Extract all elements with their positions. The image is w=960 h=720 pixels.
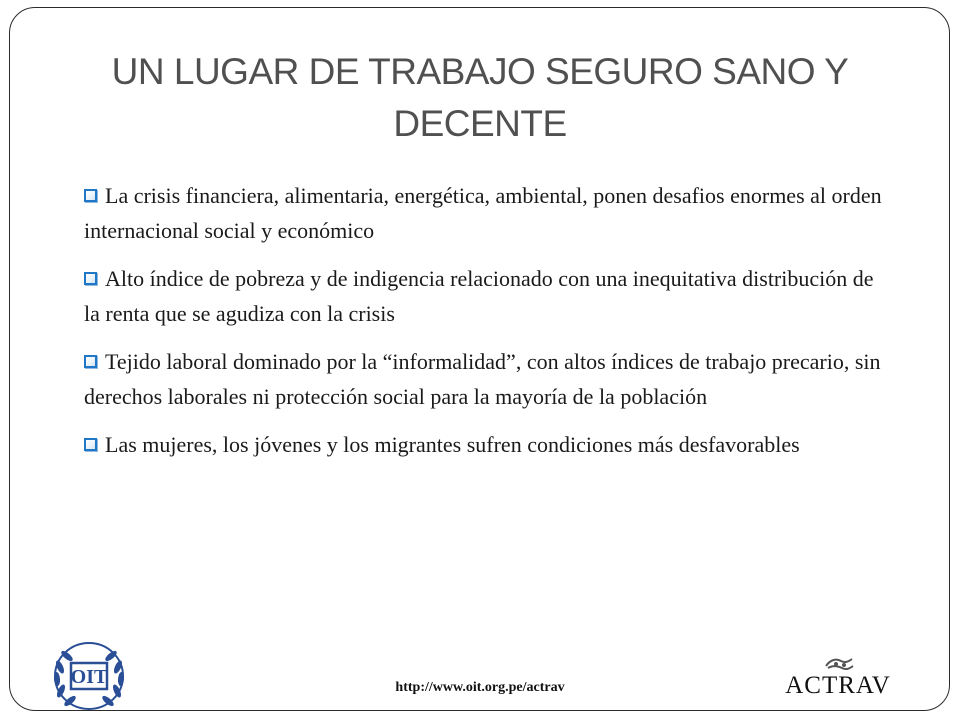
square-bullet-icon [84,438,97,451]
oit-logo [48,639,130,713]
bullet-item [84,427,884,462]
bullet-text: Tejido laboral dominado por la “informalidad”, con altos índices de trabajo precario, sin derechos laborales ni protección social para la mayoría de la población [84,349,881,409]
bullet-text: Las mujeres, los jóvenes y los migrantes sufren condiciones más desfavorables [105,432,800,457]
bullet-item [84,344,884,414]
bullet-item [84,261,884,331]
actrav-logo [778,652,898,704]
actrav-wordmark: ACTRAV [785,672,891,699]
bullet-list [84,178,884,475]
bullet-item [84,178,884,248]
square-bullet-icon [84,355,97,368]
bullet-text: La crisis financiera, alimentaria, energética, ambiental, ponen desafios enormes al orden internacional social y económico [84,183,882,243]
title-line-2: DECENTE [393,103,567,144]
footer-url[interactable]: http://www.oit.org.pe/actrav [395,680,565,695]
title-line-1: UN LUGAR DE TRABAJO SEGURO SANO Y [111,51,849,92]
bullet-text: Alto índice de pobreza y de indigencia relacionado con una inequitativa distribución de la renta que se agudiza con la crisis [84,266,874,326]
square-bullet-icon [84,189,97,202]
oit-logo-text: OIT [70,666,108,688]
slide-title [60,46,900,150]
square-bullet-icon [84,272,97,285]
